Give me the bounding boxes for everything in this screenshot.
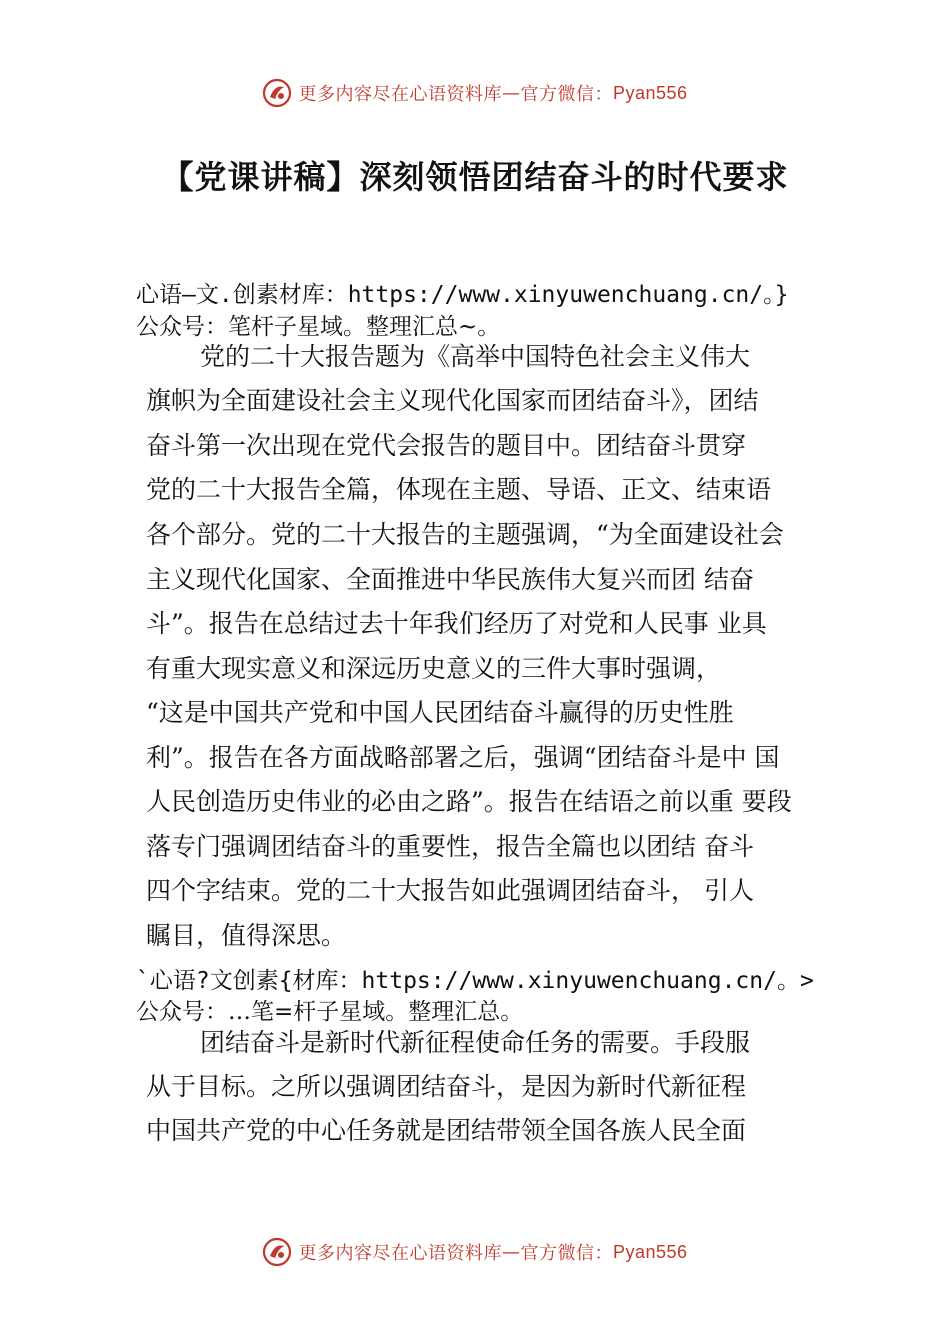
banner-wechat-label: 官方微信： xyxy=(520,84,613,105)
brand-logo-icon xyxy=(262,1237,292,1267)
paragraph-line: 奋斗第一次出现在党代会报告的题目中。团结奋斗贯穿 xyxy=(146,431,747,460)
paragraph-line: 人民创造历史伟业的必由之路”。报告在结语之前以重 要段 xyxy=(146,787,792,816)
paragraph-line: 落专门强调团结奋斗的重要性，报告全篇也以团结 奋斗 xyxy=(146,832,754,861)
paragraph-line: 团结奋斗是新时代新征程使命任务的需要。手段服 xyxy=(200,1028,751,1057)
brand-logo-icon xyxy=(262,78,292,108)
document-title: 【党课讲稿】深刻领悟团结奋斗的时代要求 xyxy=(161,158,789,196)
paragraph-line: 党的二十大报告题为《高举中国特色社会主义伟大 xyxy=(200,342,751,371)
source-line: `心语?文创素{材库：https://www.xinyuwenchuang.cn/。> xyxy=(136,968,814,994)
paragraph-line: 各个部分。党的二十大报告的主题强调，“为全面建设社会 xyxy=(146,520,784,549)
paragraph-line: 党的二十大报告全篇，体现在主题、导语、正文、结束语 xyxy=(146,475,772,504)
paragraph-line: 有重大现实意义和深远历史意义的三件大事时强调， xyxy=(146,654,722,683)
paragraph-line: 瞩目，值得深思。 xyxy=(146,921,347,950)
footer-watermark-banner xyxy=(0,1232,950,1272)
banner-text: 更多内容尽在心语资料库 xyxy=(298,1243,502,1264)
source-line: 公众号：笔杆子星域。整理汇总~。 xyxy=(136,314,501,340)
paragraph-line: 斗”。报告在总结过去十年我们经历了对党和人民事 业具 xyxy=(146,609,767,638)
banner-wechat-id: Pyan556 xyxy=(612,82,688,103)
source-line: 心语—文.创素材库：https://www.xinyuwenchuang.cn/。} xyxy=(136,282,789,308)
banner-separator: — xyxy=(501,1241,521,1263)
paragraph-line: 从于目标。之所以强调团结奋斗，是因为新时代新征程 xyxy=(146,1072,747,1101)
banner-separator: — xyxy=(501,82,521,104)
paragraph-line: 利”。报告在各方面战略部署之后，强调“团结奋斗是中 国 xyxy=(146,743,780,772)
paragraph-line: 主义现代化国家、全面推进中华民族伟大复兴而团 结奋 xyxy=(146,565,754,594)
banner-wechat-label: 官方微信： xyxy=(520,1243,613,1264)
paragraph-line: “这是中国共产党和中国人民团结奋斗赢得的历史性胜 xyxy=(146,698,734,727)
paragraph-line: 旗帜为全面建设社会主义现代化国家而团结奋斗》，团结 xyxy=(146,386,759,415)
paragraph-line: 四个字结束。党的二十大报告如此强调团结奋斗， 引人 xyxy=(146,876,754,905)
source-line: 公众号：…笔=杆子星域。整理汇总。 xyxy=(136,999,524,1025)
banner-text: 更多内容尽在心语资料库 xyxy=(298,84,502,105)
header-watermark-banner xyxy=(0,73,950,113)
banner-wechat-id: Pyan556 xyxy=(612,1241,688,1262)
paragraph-line: 中国共产党的中心任务就是团结带领全国各族人民全面 xyxy=(146,1116,747,1145)
